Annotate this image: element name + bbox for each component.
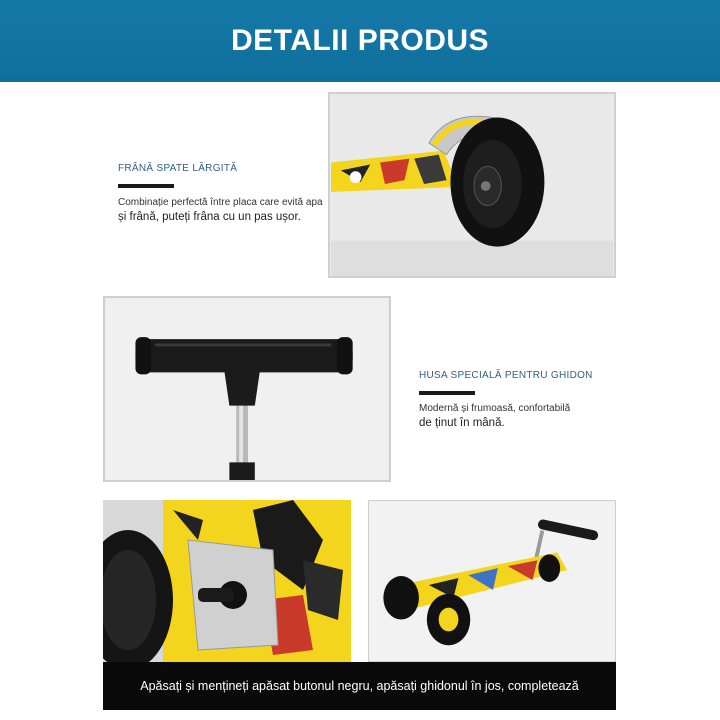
feature-title-handlebar: HUSA SPECIALĂ PENTRU GHIDON bbox=[419, 370, 593, 381]
folding-button-photo bbox=[103, 500, 351, 662]
rear-wheel-illustration bbox=[330, 94, 614, 276]
feature-desc-line: și frână, puteți frâna cu un pas ușor. bbox=[118, 211, 301, 223]
page-title: DETALII PRODUS bbox=[230, 24, 490, 57]
caption-text: Apăsați și mențineți apăsat butonul negru, apăsați ghidonul în jos, completează bbox=[140, 679, 579, 693]
caption-bar bbox=[103, 662, 616, 710]
feature-title-brake: FRÂNĂ SPATE LĂRGITĂ bbox=[118, 163, 238, 174]
feature-underline bbox=[118, 184, 174, 188]
feature-underline bbox=[419, 391, 475, 395]
feature-desc-line: de ținut în mână. bbox=[419, 417, 505, 429]
header-banner bbox=[0, 0, 720, 82]
handlebar-photo bbox=[103, 296, 391, 482]
scooter-illustration bbox=[369, 501, 615, 661]
feature-desc-line: Modernă și frumoasă, confortabilă bbox=[419, 403, 571, 414]
feature-desc-line: Combinație perfectă între placa care evită apa bbox=[118, 197, 323, 208]
rear-brake-photo bbox=[328, 92, 616, 278]
scooter-photo bbox=[368, 500, 616, 662]
feature-desc-handlebar bbox=[419, 401, 619, 431]
folding-button-illustration bbox=[103, 500, 351, 662]
feature-desc-brake bbox=[118, 195, 328, 225]
handlebar-illustration bbox=[105, 298, 389, 480]
